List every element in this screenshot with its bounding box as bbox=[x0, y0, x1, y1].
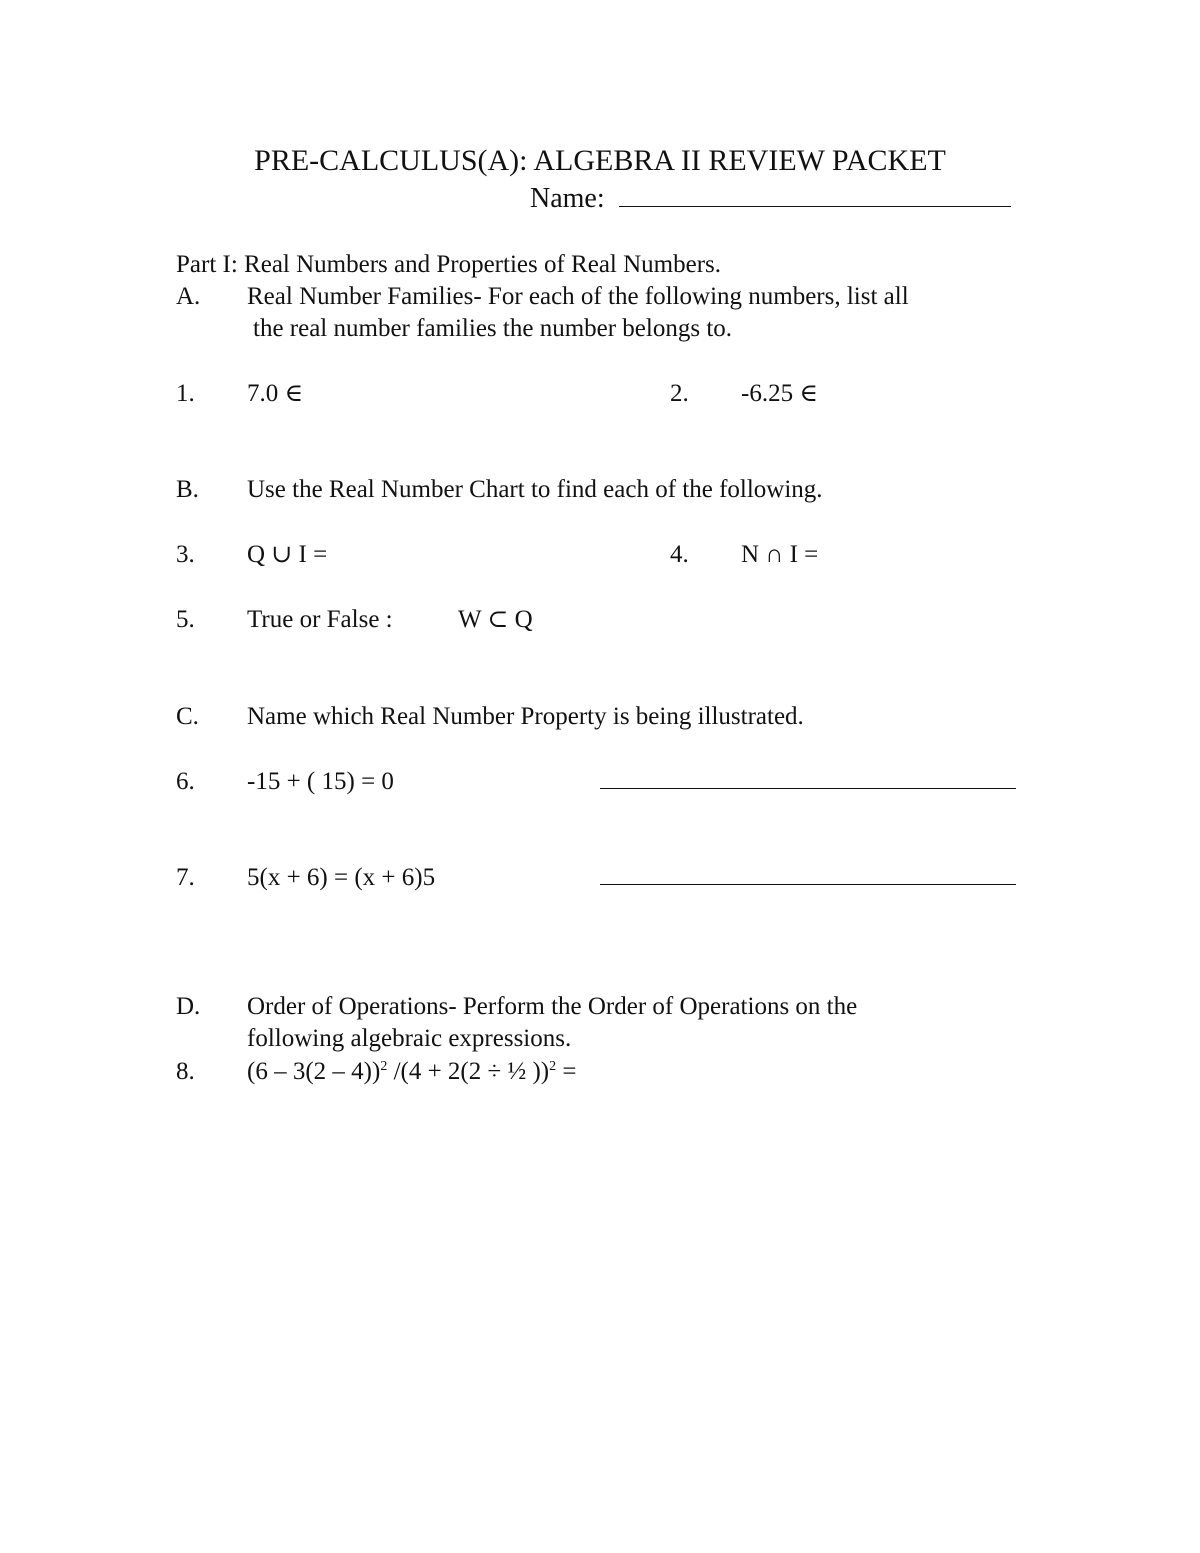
question-1-text: 7.0 ∈ bbox=[247, 380, 304, 407]
question-number-5: 5. bbox=[176, 606, 195, 633]
section-b-instruction: Use the Real Number Chart to find each of the following. bbox=[247, 476, 823, 503]
q8-part1: (6 – 3(2 – 4)) bbox=[247, 1058, 381, 1085]
question-number-4: 4. bbox=[670, 541, 689, 568]
answer-blank-6-wrap bbox=[600, 766, 1016, 798]
question-4-text: N ∩ I = bbox=[741, 541, 819, 568]
q8-part3: = bbox=[556, 1058, 577, 1085]
section-d-instruction-line2: following algebraic expressions. bbox=[247, 1025, 572, 1052]
q8-exponent1: 2 bbox=[380, 1059, 388, 1074]
q8-exponent2: 2 bbox=[549, 1059, 557, 1074]
question-8-expression bbox=[247, 1056, 577, 1088]
question-6-text: -15 + ( 15) = 0 bbox=[247, 768, 394, 795]
part-heading: Part I: Real Numbers and Properties of Real Numbers. bbox=[176, 251, 722, 278]
section-c-instruction: Name which Real Number Property is being illustrated. bbox=[247, 703, 804, 730]
section-a-instruction-line2: the real number families the number belongs to. bbox=[253, 315, 733, 342]
answer-blank-6[interactable] bbox=[600, 788, 1016, 789]
question-5-label: True or False : bbox=[247, 606, 393, 633]
question-number-2: 2. bbox=[670, 380, 689, 407]
section-d-letter: D. bbox=[176, 993, 201, 1020]
section-a-letter: A. bbox=[176, 283, 201, 310]
question-number-8: 8. bbox=[176, 1058, 195, 1085]
question-3-text: Q ∪ I = bbox=[247, 541, 328, 568]
question-number-6: 6. bbox=[176, 768, 195, 795]
question-number-3: 3. bbox=[176, 541, 195, 568]
section-c-letter: C. bbox=[176, 703, 199, 730]
section-b-letter: B. bbox=[176, 476, 199, 503]
question-5-expression: W ⊂ Q bbox=[458, 606, 533, 633]
answer-blank-7[interactable] bbox=[600, 884, 1016, 885]
section-d-instruction-line1: Order of Operations- Perform the Order of Operations on the bbox=[247, 993, 858, 1020]
name-label: Name: bbox=[530, 183, 605, 214]
answer-blank-7-wrap bbox=[600, 862, 1016, 894]
question-2-text: -6.25 ∈ bbox=[741, 380, 818, 407]
question-number-7: 7. bbox=[176, 864, 195, 891]
question-7-text: 5(x + 6) = (x + 6)5 bbox=[247, 864, 436, 891]
q8-part2: /(4 + 2(2 ÷ ½ )) bbox=[387, 1058, 550, 1085]
question-number-1: 1. bbox=[176, 380, 195, 407]
name-blank[interactable] bbox=[619, 206, 1011, 207]
page-title: PRE-CALCULUS(A): ALGEBRA II REVIEW PACKET bbox=[254, 144, 946, 177]
name-row bbox=[530, 183, 1011, 216]
section-a-instruction-line1: Real Number Families- For each of the following numbers, list all bbox=[247, 283, 909, 310]
